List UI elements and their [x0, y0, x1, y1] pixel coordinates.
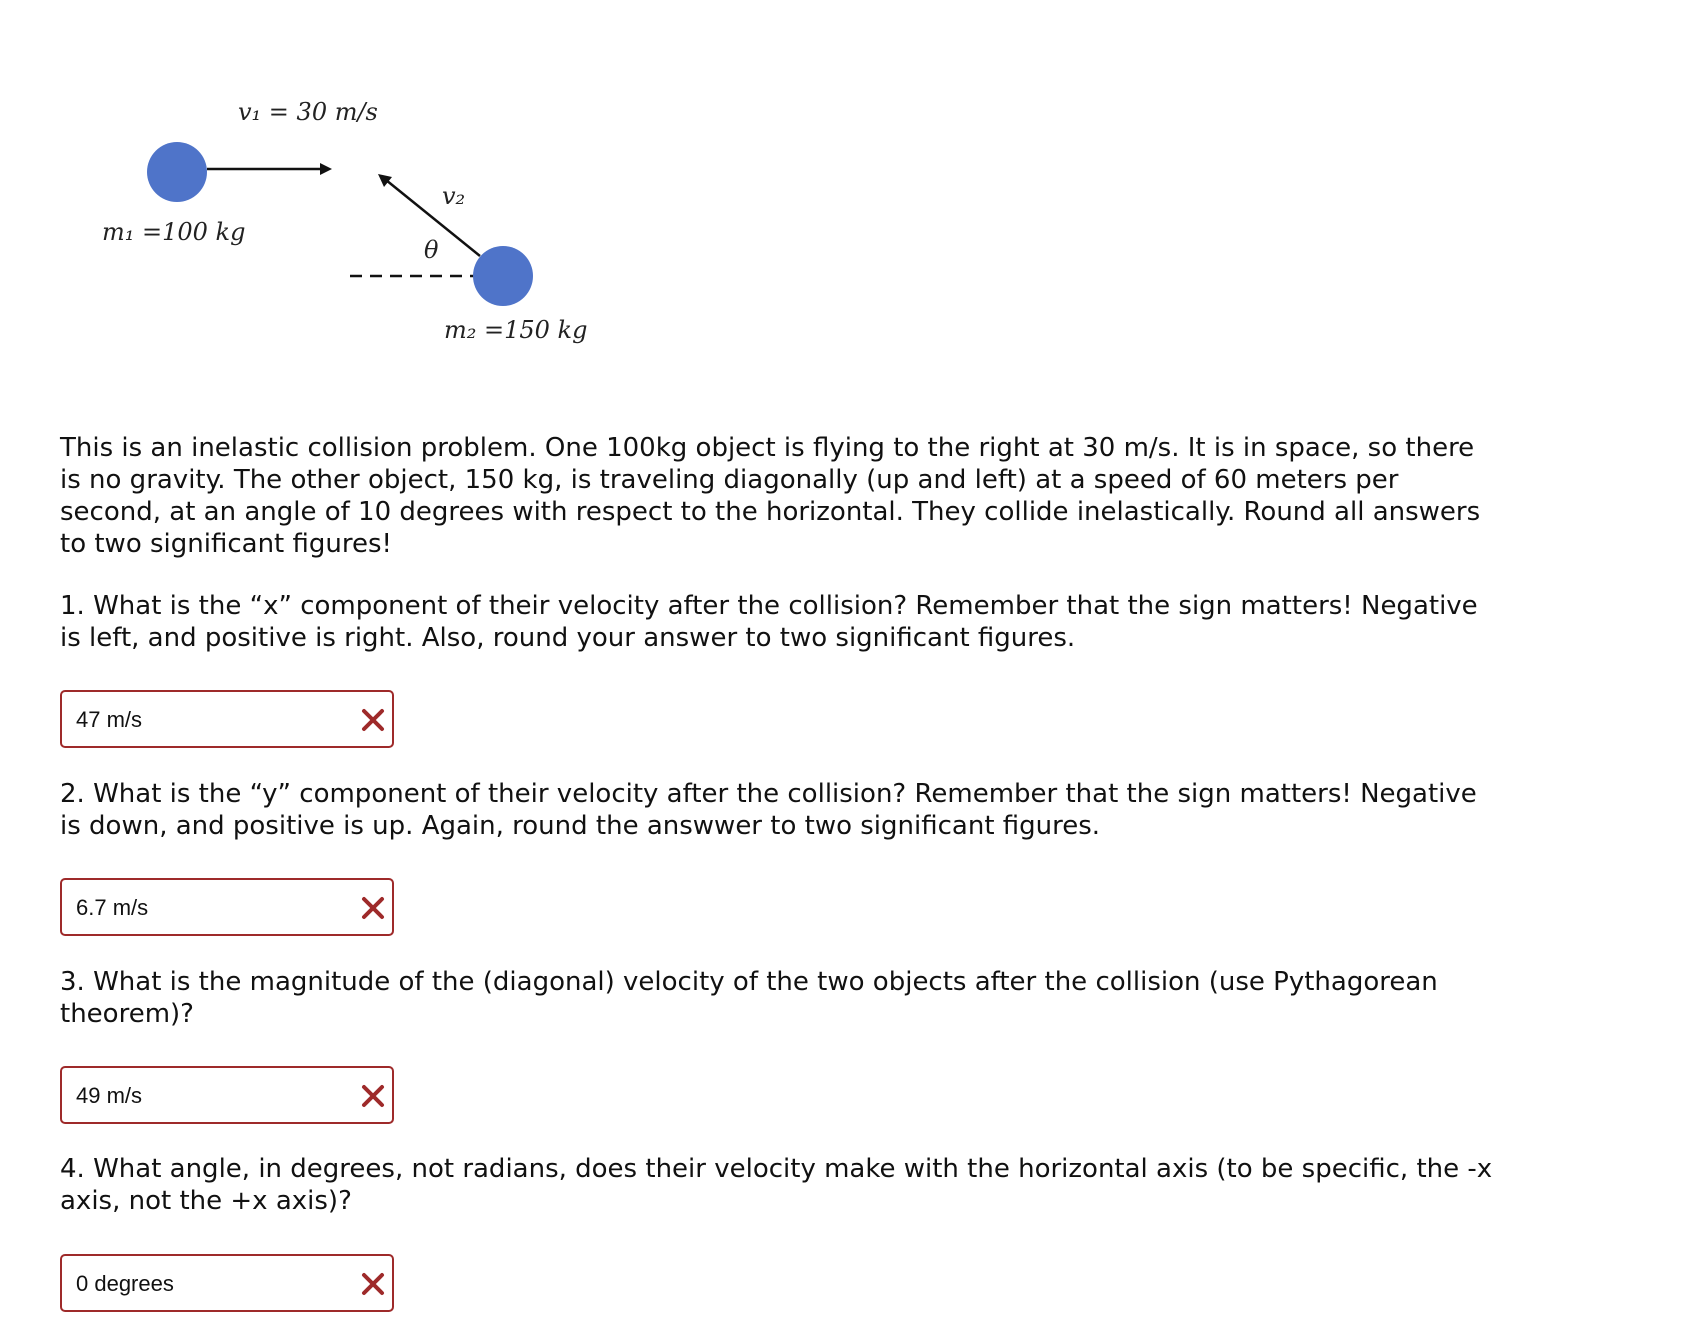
answer-2-value: 6.7 m/s — [76, 895, 149, 920]
answer-4-box[interactable] — [60, 1254, 394, 1312]
answer-3-box[interactable] — [60, 1066, 394, 1124]
wrong-x-icon — [360, 1271, 386, 1297]
theta-label: θ — [424, 236, 439, 264]
answer-1-value: 47 m/s — [76, 707, 143, 732]
v2-arrowhead — [378, 174, 392, 187]
collision-diagram — [0, 0, 640, 370]
answer-2-box[interactable] — [60, 878, 394, 936]
v2-label: v₂ — [442, 182, 466, 210]
question-1-text: 1. What is the “x” component of their velocity after the collision? Remember that the sign matters! Negative is left, and positive is right. Also, round your answer to two significant figures. — [60, 591, 1478, 653]
wrong-x-icon — [360, 895, 386, 921]
m2-label: m₂ =150 kg — [444, 316, 588, 344]
question-4-text: 4. What angle, in degrees, not radians, does their velocity make with the horizontal axis (to be specific, the -x axis, not the +x axis)? — [60, 1154, 1493, 1216]
wrong-x-icon — [360, 1083, 386, 1109]
v1-arrowhead — [320, 163, 332, 175]
wrong-x-icon — [360, 707, 386, 733]
v1-label: v₁ = 30 m/s — [238, 98, 378, 126]
answer-1-box[interactable] — [60, 690, 394, 748]
m1-label: m₁ =100 kg — [102, 218, 246, 246]
question-2-text: 2. What is the “y” component of their velocity after the collision? Remember that the sign matters! Negative is down, and positive is up. Again, round the answwer to two significant figures. — [60, 779, 1477, 841]
answer-4-value: 0 degrees — [76, 1271, 174, 1296]
mass2-ball — [473, 246, 533, 306]
problem-statement: This is an inelastic collision problem. One 100kg object is flying to the right at 30 m/s. It is in space, so there is no gravity. The other object, 150 kg, is traveling diagonally (up and left) at a speed of 60 meters per second, at an angle of 10 degrees with respect to the horizontal. They collide inelastically. Round all answers to two significant figures! — [60, 433, 1481, 559]
question-3-text: 3. What is the magnitude of the (diagonal) velocity of the two objects after the collision (use Pythagorean theorem)? — [60, 967, 1438, 1029]
answer-3-value: 49 m/s — [76, 1083, 143, 1108]
mass1-ball — [147, 142, 207, 202]
